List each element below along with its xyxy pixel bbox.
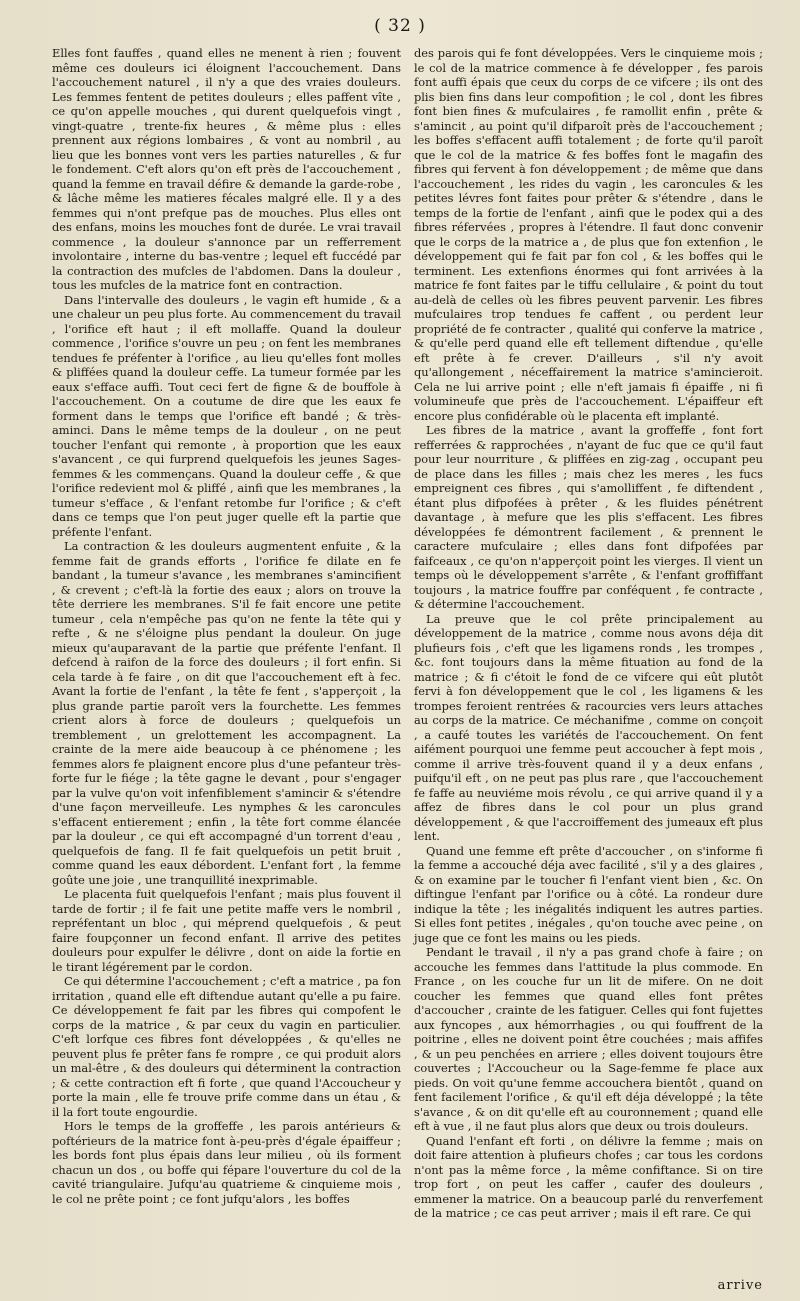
paragraph: Les fibres de la matrice , avant la groffeffe , font fort refferrées & rapprochées , n'ayant de fuc que ce qu'il faut pour leur nourriture , & pliffées en zig-zag , occupant peu de place dans les filles ; mais chez les meres , les fucs empreignent ces fibres , qui s'amolliffent , fe diftendent , étant plus difpofées à prêter , & les fluides pénétrent davantage , à mefure que les plis s'effacent. Les fibres développées fe démontrent facilement , & prennent le caractere mufculaire ; elles dans font difpofées par faifceaux , ce qu'on n'apperçoit point les vierges. Il vient un temps où le développement s'arrête , & l'enfant groffiffant toujours , la matrice fouffre par conféquent , fe contracte , & détermine l'accouchement. [414, 423, 763, 611]
paragraph: Pendant le travail , il n'y a pas grand chofe à faire ; on accouche les femmes dans l'attitude la plus commode. En France , on les couche fur un lit de mifere. On ne doit coucher les femmes que quand elles font prêtes d'accoucher , crainte de les fatiguer. Celles qui font fujettes aux fyncopes , aux hémorrhagies , ou qui fouffrent de la poitrine , elles ne doivent point être couchées ; mais affifes , & un peu penchées en arriere ; elles doivent toujours être couvertes ; l'Accoucheur ou la Sage-femme fe place aux pieds. On voit qu'une femme accouchera bientôt , quand on fent facilement l'orifice , & qu'il eft déja développé ; la tête s'avance , & on dit qu'elle eft au couronnement ; quand elle eft à vue , il ne faut plus alors que deux ou trois douleurs. [414, 945, 763, 1133]
paragraph: La contraction & les douleurs augmentent enfuite , & la femme fait de grands efforts , l'orifice fe dilate en fe bandant , la tumeur s'avance , les membranes s'amincifient , & crevent ; c'eft-là la fortie des eaux ; alors on trouve la tête derriere les membranes. S'il fe fait encore une petite tumeur , cela n'empêche pas qu'on ne fente la tête qui y refte , & ne s'éloigne plus pendant la douleur. On juge mieux qu'auparavant de la partie que préfente l'enfant. Il defcend à raifon de la force des douleurs ; il fort enfin. Si cela tarde à fe faire , on dit que l'accouchement eft à fec. Avant la fortie de l'enfant , la tête fe fent , s'apperçoit , la plus grande partie paroît vers la fourchette. Les femmes crient alors à force de douleurs ; quelquefois un tremblement , un grelottement les accompagnent. La crainte de la mere aide beaucoup à ce phénomene ; les femmes alors fe plaignent encore plus d'une pefanteur très-forte fur le fiége ; la tête gagne le devant , pour s'engager par la vulve qu'on voit infenfiblement s'amincir & s'étendre d'une façon merveilleufe. Les nymphes & les caroncules s'effacent entierement ; enfin , la tête fort comme élancée par la douleur , ce qui eft accompagné d'un torrent d'eau , quelquefois de fang. Il fe fait quelquefois un petit bruit , comme quand les eaux débordent. L'enfant fort , la femme goûte une joie , une tranquillité inexprimable. [52, 539, 401, 887]
paragraph: Ce qui détermine l'accouchement ; c'eft a matrice , pa fon irritation , quand elle eft diftendue autant qu'elle a pu faire. Ce développement fe fait par les fibres qui compofent le corps de la matrice , & par ceux du vagin en particulier. C'eft lorfque ces fibres font développées , & qu'elles ne peuvent plus fe prêter fans fe rompre , ce qui produit alors un mal-être , & des douleurs qui déterminent la contraction ; & cette contraction eft fi forte , que quand l'Accoucheur y porte la main , elle fe trouve prife comme dans un étau , & il la fort toute engourdie. [52, 974, 401, 1119]
paragraph: Quand une femme eft prête d'accoucher , on s'informe fi la femme a accouché déja avec facilité , s'il y a des glaires , & on examine par le toucher fi l'enfant vient bien , &c. On diftingue l'enfant par l'orifice ou à côté. La rondeur dure indique la tête ; les inégalités indiquent les autres parties. Si elles font petites , inégales , qu'on touche avec peine , on juge que ce font les mains ou les pieds. [414, 843, 763, 945]
paragraph: Elles font fauffes , quand elles ne menent à rien ; fouvent même ces douleurs ici éloignent l'accouchement. Dans l'accouchement naturel , il n'y a que des vraies douleurs. Les femmes fentent de petites douleurs ; elles paffent vîte , ce qu'on appelle mouches , qui durent quelquefois vingt , vingt-quatre , trente-fix heures , & même plus : elles prennent aux régions lombaires , & vont au nombril , au lieu que les bonnes vont vers les parties naturelles , & fur le fondement. C'eft alors qu'on eft près de l'accouchement , quand la femme en travail défire & demande la garde-robe , & lâche même les matieres fécales malgré elle. Il y a des femmes qui n'ont prefque pas de mouches. Plus elles ont des enfans, moins les mouches font de durée. Le vrai travail commence , la douleur s'annonce par un refferrement involontaire , interne du bas-ventre ; lequel eft fuccédé par la contraction des mufcles de l'abdomen. Dans la douleur , tous les mufcles de la matrice font en contraction. [52, 46, 401, 292]
paragraph: des parois qui fe font développées. Vers le cinquieme mois ; le col de la matrice commence à fe développer , fes parois font auffi épais que ceux du corps de ce vifcere ; ils ont des plis bien fins dans leur compofition ; le col , dont les fibres font bien fines & mufculaires , fe ramollit enfin , prête & s'amincit , au point qu'il difparoît près de l'accouchement ; les boffes s'effacent auffi totalement ; de forte qu'il paroît que le col de la matrice & fes boffes font le magafin des fibres qui fervent à fon développement ; de même que dans l'accouchement , les rides du vagin , les caroncules & les petites lévres font faites pour prêter & s'étendre , dans le temps de la fortie de l'enfant , ainfi que le podex qui a des fibres réfervées , propres à l'étendre. Il faut donc convenir que le corps de la matrice a , de plus que fon extenfion , le développement qui fe fait par fon col , & les boffes qui le terminent. Les extenfions énormes qui font arrivées à la matrice fe font faites par le tiffu cellulaire , & point du tout au-delà de celles où les fibres peuvent parvenir. Les fibres mufculaires trop tendues fe caffent , ou perdent leur propriété de fe contracter , qualité qui conferve la matrice , & qu'elle perd quand elle eft tellement diftendue , qu'elle eft prête à fe crever. D'ailleurs , s'il n'y avoit qu'allongement , néceffairement la matrice s'amincieroit. Cela ne lui arrive point ; elle n'eft jamais fi épaiffe , ni fi volumineufe que près de l'accouchement. L'épaiffeur eft encore plus confidérable où le placenta eft implanté. [414, 46, 763, 423]
left-column [52, 46, 401, 1206]
paragraph: Le placenta fuit quelquefois l'enfant ; mais plus fouvent il tarde de fortir ; il fe fait une petite maffe vers le nombril , repréfentant un bloc , qui méprend quelquefois , & peut faire foupçonner un fecond enfant. Il arrive des petites douleurs pour expulfer le délivre , dont on aide la fortie en le tirant légérement par le cordon. [52, 887, 401, 974]
paragraph: La preuve que le col prête principalement au développement de la matrice , comme nous avons déja dit plufieurs fois , c'eft que les ligamens ronds , les trompes , &c. font toujours dans la même fituation au fond de la matrice ; & fi c'étoit le fond de ce vifcere qui eût plutôt fervi à fon développement que le col , les ligamens & les trompes feroient rentrées & racourcies vers leurs attaches au corps de la matrice. Ce méchanifme , comme on conçoit , a caufé toutes les variétés de l'accouchement. On fent aifément pourquoi une femme peut accoucher à fept mois , comme il arrive très-fouvent quand il y a deux enfans , puifqu'il eft , on ne peut pas plus rare , que l'accouchement fe faffe au neuviéme mois révolu , ce qui arrive quand il y a affez de fibres dans le col pour un plus grand développement , & que l'accroiffement des jumeaux eft plus lent. [414, 611, 763, 843]
paragraph: Hors le temps de la groffeffe , les parois antérieurs & poftérieurs de la matrice font à-peu-près d'égale épaiffeur ; les bords font plus épais dans leur milieu , où ils forment chacun un dos , ou boffe qui fépare l'ouverture du col de la cavité triangulaire. Jufqu'au quatrieme & cinquieme mois , le col ne prête point ; ce font jufqu'alors , les boffes [52, 1119, 401, 1206]
paragraph: Quand l'enfant eft forti , on délivre la femme ; mais on doit faire attention à plufieurs chofes ; car tous les cordons n'ont pas la même force , la même confiftance. Si on tire trop fort , on peut les caffer , caufer des douleurs , emmener la matrice. On a beaucoup parlé du renverfement de la matrice ; ce cas peut arriver ; mais il eft rare. Ce qui [414, 1133, 763, 1220]
page-number: ( 32 ) [374, 16, 426, 36]
paragraph: Dans l'intervalle des douleurs , le vagin eft humide , & a une chaleur un peu plus forte. Au commencement du travail , l'orifice eft haut ; il eft mollaffe. Quand la douleur commence , l'orifice s'ouvre un peu ; on fent les membranes tendues fe préfenter à l'orifice , au lieu qu'elles font molles & pliffées quand la douleur ceffe. La tumeur formée par les eaux s'efface auffi. Tout ceci fert de figne & de bouffole à l'accouchement. On a coutume de dire que les eaux fe forment dans le temps que l'orifice eft bandé ; & très-aminci. Dans le même temps de la douleur , on ne peut toucher l'enfant qui remonte , à proportion que les eaux s'avancent , ce qui furprend quelquefois les jeunes Sages-femmes & les commençans. Quand la douleur ceffe , & que l'orifice redevient mol & pliffé , ainfi que les membranes , la tumeur s'efface , & l'enfant retombe fur l'orifice ; & c'eft dans ce temps que l'on peut juger quelle eft la partie que préfente l'enfant. [52, 292, 401, 539]
catchword: arrive [717, 1278, 763, 1293]
right-column [414, 46, 763, 1221]
